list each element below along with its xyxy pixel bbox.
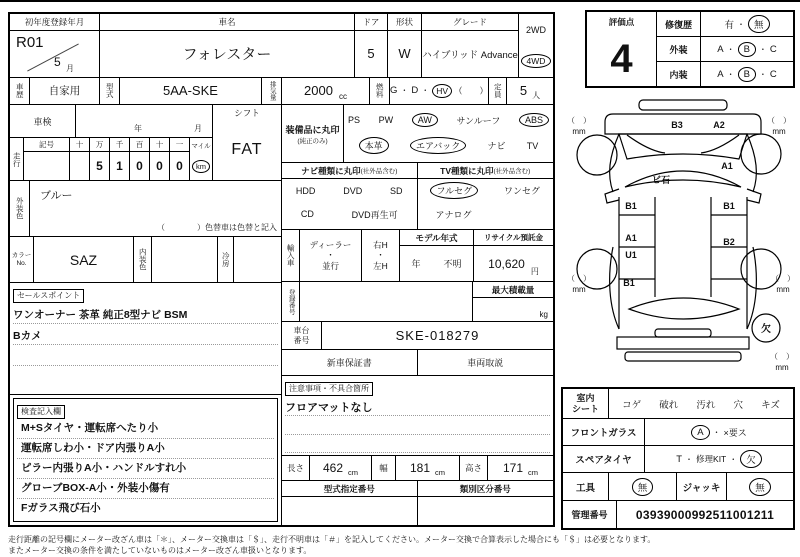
nav-cd: CD (300, 209, 314, 220)
first-registration-value (10, 31, 99, 77)
mm-unit: mm (572, 285, 586, 294)
sales-point-line1: ワンオーナー 茶革 純正8型ナビ BSM (13, 303, 278, 324)
spare-tire-row (563, 446, 793, 473)
windshield-value: A ・ ×要ス (645, 419, 793, 445)
km-circled: km (192, 160, 210, 173)
max-load-cell (473, 282, 553, 321)
inspection-line: ピラー内張りA小・ハンドルすれ小 (17, 459, 274, 479)
registration-label: 登録番号 (282, 282, 300, 321)
shaken-label: 車検 (10, 105, 76, 137)
import-handle-cell: 右H ・ 左H (362, 230, 400, 281)
import-dealer-cell: ディーラー ・ 並行 (300, 230, 362, 281)
first-registration-label: 初年度登録年月 (10, 14, 99, 31)
tv-analog: アナログ (435, 209, 472, 220)
windshield-label: フロントガラス (563, 419, 645, 445)
shaken-month-unit: 月 (194, 124, 202, 133)
panel-label-a1-front: A1 (721, 161, 733, 171)
height-value: 171 cm (502, 461, 539, 477)
capacity-number: 5 (519, 83, 528, 99)
equip-ps: PS (348, 115, 361, 125)
spare-missing-circled: 欠 (740, 450, 762, 468)
shift-cell (212, 105, 281, 180)
interior-grade-label: 内装 (657, 62, 701, 86)
dimensions-block (282, 456, 553, 481)
fuel-label: 燃料 (370, 78, 390, 104)
windshield-row (563, 419, 793, 446)
nav-hdd: HDD (295, 185, 316, 196)
mileage-unit-col (190, 138, 212, 180)
classification-number-value (418, 497, 554, 525)
equipment-options (344, 105, 553, 162)
exterior-b-circled: B (738, 42, 756, 57)
inspection-line: M+Sタイヤ・運転席へたり小 (17, 419, 274, 439)
seat-row (563, 389, 793, 419)
panel-label-u1: U1 (625, 250, 637, 260)
displacement-number: 2000 (304, 83, 333, 99)
fuel-d: D (411, 85, 419, 97)
footer-notes (8, 534, 796, 556)
equip-aw-circled: AW (412, 113, 438, 127)
type-numbers-values (282, 497, 553, 525)
model-code-value: 5AA-SKE (120, 78, 262, 104)
repair-history-row (657, 12, 793, 37)
notes-empty-line (285, 435, 550, 454)
interior-color-label: 内装色 (134, 237, 152, 282)
mileage-col-10: 十 0 (150, 138, 170, 180)
designation-number-value (282, 497, 418, 525)
exterior-color-cell (30, 181, 281, 236)
ac-value (234, 237, 281, 282)
footer-line1: 走行距離の記号欄にメーター改ざん車は「＊」、メーター交換車は「＄」、走行不明車は「＃」を記入してください。メーター交換で合算表示した場合にも「＄」は必要となります。 (8, 535, 656, 544)
shape-cell (388, 14, 422, 77)
mileage-col-100: 百 0 (130, 138, 150, 180)
color-row (10, 237, 281, 283)
footer-line2: またメーター交換の条件を満たしていないものはメーター改ざん車扱いとなります。 (8, 546, 312, 556)
displacement-unit: cc (338, 92, 347, 101)
evaluation-box (585, 10, 795, 88)
height-label: 高さ (460, 456, 488, 480)
lower-panes (10, 105, 553, 525)
shift-label: シフト (234, 107, 260, 118)
equip-pw: PW (378, 115, 394, 125)
panel-label-b1-right: B1 (723, 201, 735, 211)
sales-point-tag: セールスポイント (13, 289, 84, 303)
exterior-grade-label: 外装 (657, 37, 701, 61)
nav-dvd: DVD (343, 185, 363, 196)
condition-table (561, 387, 795, 530)
panel-label-b2-right: B2 (723, 237, 735, 247)
chassis-block (282, 322, 553, 350)
car-top-view-icon (561, 97, 797, 385)
model-year-label: モデル年式 (400, 230, 473, 246)
sales-point-block (10, 283, 281, 395)
type-numbers-headers (282, 481, 553, 497)
spare-tire-value: T ・ 修理KIT ・ 欠 (645, 446, 793, 472)
model-year-value: 年 不明 (411, 259, 462, 269)
mileage-sign-col (24, 138, 70, 180)
notes-block (282, 376, 553, 456)
length-value: 462 cm (310, 456, 372, 480)
inspection-block (13, 398, 278, 522)
notes-tag: 注意事項・不具合箇所 (285, 382, 373, 396)
tv-oneseg: ワンセグ (504, 186, 541, 197)
history-value: 自家用 (30, 78, 100, 104)
equip-airbag-circled: エアバック (410, 137, 466, 154)
equip-leather-circled: 本革 (359, 137, 389, 154)
grade-cell (422, 14, 519, 77)
equipment-row1 (348, 113, 549, 127)
sales-point-line4 (13, 366, 278, 387)
first-registration-cell (10, 14, 100, 77)
score-label: 評価点 (608, 17, 635, 27)
nav-type-title: ナビ種類に丸印 (社外品含む) (282, 163, 417, 179)
shaken-mileage-block (10, 105, 281, 181)
tv-type-title: TV種類に丸印 (社外品含む) (418, 163, 554, 179)
control-number-row (563, 501, 793, 528)
inspection-line: 運転席しわ小・ドア内張りA小 (17, 439, 274, 459)
panel-label-b1-left: B1 (625, 201, 637, 211)
mileage-col-1k: 千 1 (110, 138, 130, 180)
exterior-grade-row (657, 37, 793, 62)
tv-fullseg-circled: フルセグ (430, 182, 478, 199)
mm-bracket: （ ） (771, 274, 795, 283)
length-label: 長さ (282, 456, 310, 480)
car-name-value: フォレスター (182, 46, 272, 64)
model-year-cell (400, 230, 474, 281)
recycle-value: 10,620 円 (488, 256, 539, 276)
mileage-col-10k: 万 5 (90, 138, 110, 180)
inspection-block-outer (10, 395, 281, 525)
drive-2wd: 2WD (526, 24, 546, 35)
seat-options: コゲ 破れ 汚れ 穴 キズ (622, 399, 780, 411)
displacement-value (282, 78, 370, 104)
panel-label-a1-left: A1 (625, 233, 637, 243)
equip-abs-circled: ABS (519, 113, 549, 127)
equipment-row2 (348, 137, 549, 154)
equip-tv: TV (526, 140, 539, 151)
nav-dvd-play: DVD再生可 (351, 209, 398, 220)
notes-value: フロアマットなし (285, 396, 550, 416)
tv-type-block (418, 163, 554, 229)
door-label: ドア (355, 14, 387, 31)
grade-value: ハイブリッド Advance (422, 49, 518, 61)
tools-none-circled: 無 (632, 478, 654, 496)
drive-cell (519, 14, 553, 77)
panel-label-a2: A2 (713, 120, 725, 130)
nav-sd: SD (390, 185, 403, 196)
import-label: 輸入車 (282, 230, 300, 281)
designation-number-label: 型式指定番号 (282, 481, 418, 496)
shaken-value-cell (76, 105, 212, 137)
fuel-hv-circled: HV (432, 84, 452, 98)
mm-unit: mm (572, 127, 586, 136)
docs-block (282, 350, 553, 376)
exterior-grade-value: A ・ B ・ C (717, 43, 777, 55)
mileage-sign-value (24, 152, 69, 180)
model-code-label: 型式 (100, 78, 120, 104)
capacity-value (507, 78, 553, 104)
left-pane (10, 105, 282, 525)
interior-b-circled: B (738, 67, 756, 82)
mileage-col-1: 一 0 (170, 138, 190, 180)
row-title (10, 14, 553, 78)
interior-grade-value: A ・ B ・ C (717, 68, 777, 80)
equip-sunroof: サンルーフ (456, 115, 501, 126)
exterior-color-note: （ ）色替車は色替と記入 (157, 223, 277, 232)
nav-type-row2 (282, 203, 417, 230)
tv-type-row1 (418, 179, 554, 203)
door-cell (355, 14, 388, 77)
panel-label-b1-lower: B1 (623, 278, 635, 288)
chassis-label: 車台番号 (282, 322, 322, 349)
exterior-color-value: ブルー (40, 190, 73, 202)
fuel-value: G ・ D ・ HV （ ） (390, 78, 489, 104)
control-number-value: 03939000992511001211 (635, 507, 775, 522)
type-numbers-block (282, 481, 553, 525)
mileage-label: 走行 (10, 138, 24, 180)
exterior-color-label: 外装色 (10, 181, 30, 236)
reg-month-unit: 月 (66, 64, 74, 73)
damage-diagram (561, 97, 797, 385)
equipment-block (282, 105, 553, 163)
reg-month: 5 (54, 55, 61, 69)
repair-none-circled: 無 (748, 15, 770, 33)
windshield-x-option: ×要ス (723, 427, 747, 438)
car-name-cell (100, 14, 355, 77)
recycle-label: リサイクル預託金 (474, 230, 553, 246)
manual-cell: 車両取説 (467, 358, 504, 368)
chassis-value: SKE-018279 (395, 328, 480, 343)
tools-value (609, 473, 677, 500)
shift-value: FAT (231, 141, 263, 158)
displacement-label: 排気量 (262, 78, 282, 104)
capacity-label: 定員 (489, 78, 507, 104)
mileage-row (10, 138, 212, 180)
inspection-tag: 検査記入欄 (17, 405, 65, 419)
ac-label: 冷房 (218, 237, 234, 282)
mm-bracket: （ ） (567, 116, 591, 125)
score-value: 4 (610, 36, 633, 81)
tools-jack-row (563, 473, 793, 501)
missing-part-circled: 欠 (761, 324, 771, 335)
classification-number-label: 類別区分番号 (459, 483, 511, 494)
shaken-year-unit: 年 (134, 124, 142, 133)
score-cell (587, 12, 657, 86)
jack-value (727, 473, 793, 500)
width-value: 181 cm (396, 456, 460, 480)
capacity-unit: 人 (532, 91, 541, 100)
fuel-paren: （ ） (453, 85, 488, 96)
mileage-sign-label: 記号 (24, 138, 69, 152)
tools-label: 工具 (563, 473, 609, 500)
shape-label: 形状 (388, 14, 421, 31)
nav-tv-block (282, 163, 553, 230)
import-block (282, 230, 553, 282)
windshield-a-circled: A (691, 425, 709, 440)
equip-navi: ナビ (487, 141, 506, 151)
inspection-line: Fガラス飛び石小 (21, 502, 101, 514)
drive-4wd-circled: 4WD (521, 54, 552, 68)
repair-history-value: 有 ・ 無 (701, 12, 793, 36)
sales-point-line3 (13, 345, 278, 366)
repair-history-label: 修復歴 (657, 12, 701, 36)
control-number-label: 管理番号 (563, 501, 617, 528)
mile-label: マイル (191, 142, 211, 150)
shaken-mileage-left (10, 105, 212, 180)
max-load-label: 最大積載量 (473, 282, 553, 298)
windshield-stone-note: ビ石 (651, 175, 671, 185)
color-no-value: SAZ (34, 237, 134, 282)
mm-unit: mm (776, 285, 790, 294)
max-load-value: kg (539, 310, 548, 319)
interior-grade-row (657, 62, 793, 86)
row-spec (10, 78, 553, 105)
right-pane (282, 105, 553, 525)
warranty-cell: 新車保証書 (282, 350, 418, 375)
door-value: 5 (367, 46, 375, 62)
equipment-title: 装備品に丸印 (純正のみ) (282, 105, 344, 162)
nav-type-block (282, 163, 418, 229)
shape-value: W (398, 46, 411, 62)
fuel-g: G (390, 85, 398, 97)
sales-point-line2: Bカメ (13, 324, 278, 345)
exterior-color-row (10, 181, 281, 237)
seat-label: 室内 シート (563, 389, 609, 418)
notes-empty-line (285, 416, 550, 435)
nav-type-row1 (282, 179, 417, 203)
car-name-label: 車名 (100, 14, 354, 31)
registration-value (300, 282, 473, 321)
evaluation-rows (657, 12, 793, 86)
tv-type-row2 (418, 203, 554, 230)
mm-bracket: （ ） (567, 274, 591, 283)
mm-unit: mm (775, 363, 789, 372)
mileage-col-100k: 十 (70, 138, 90, 180)
spare-tire-label: スペアタイヤ (563, 446, 645, 472)
mm-bracket: （ ） (770, 352, 794, 361)
recycle-cell (474, 230, 553, 281)
vehicle-info-table (8, 12, 555, 527)
grade-label: グレード (422, 14, 518, 31)
interior-color-value (152, 237, 218, 282)
shaken-row (10, 105, 212, 138)
mm-unit: mm (772, 127, 786, 136)
reg-year: R01 (16, 34, 44, 51)
registration-block (282, 282, 553, 322)
panel-label-b3: B3 (671, 120, 683, 130)
width-label: 幅 (372, 456, 396, 480)
color-no-label: カラー No. (10, 237, 34, 282)
mm-bracket: （ ） (767, 116, 791, 125)
inspection-line: グローブBOX-A小・外装小傷有 (17, 479, 274, 499)
jack-label: ジャッキ (677, 473, 727, 500)
history-label: 車歴 (10, 78, 30, 104)
jack-none-circled: 無 (749, 478, 771, 496)
